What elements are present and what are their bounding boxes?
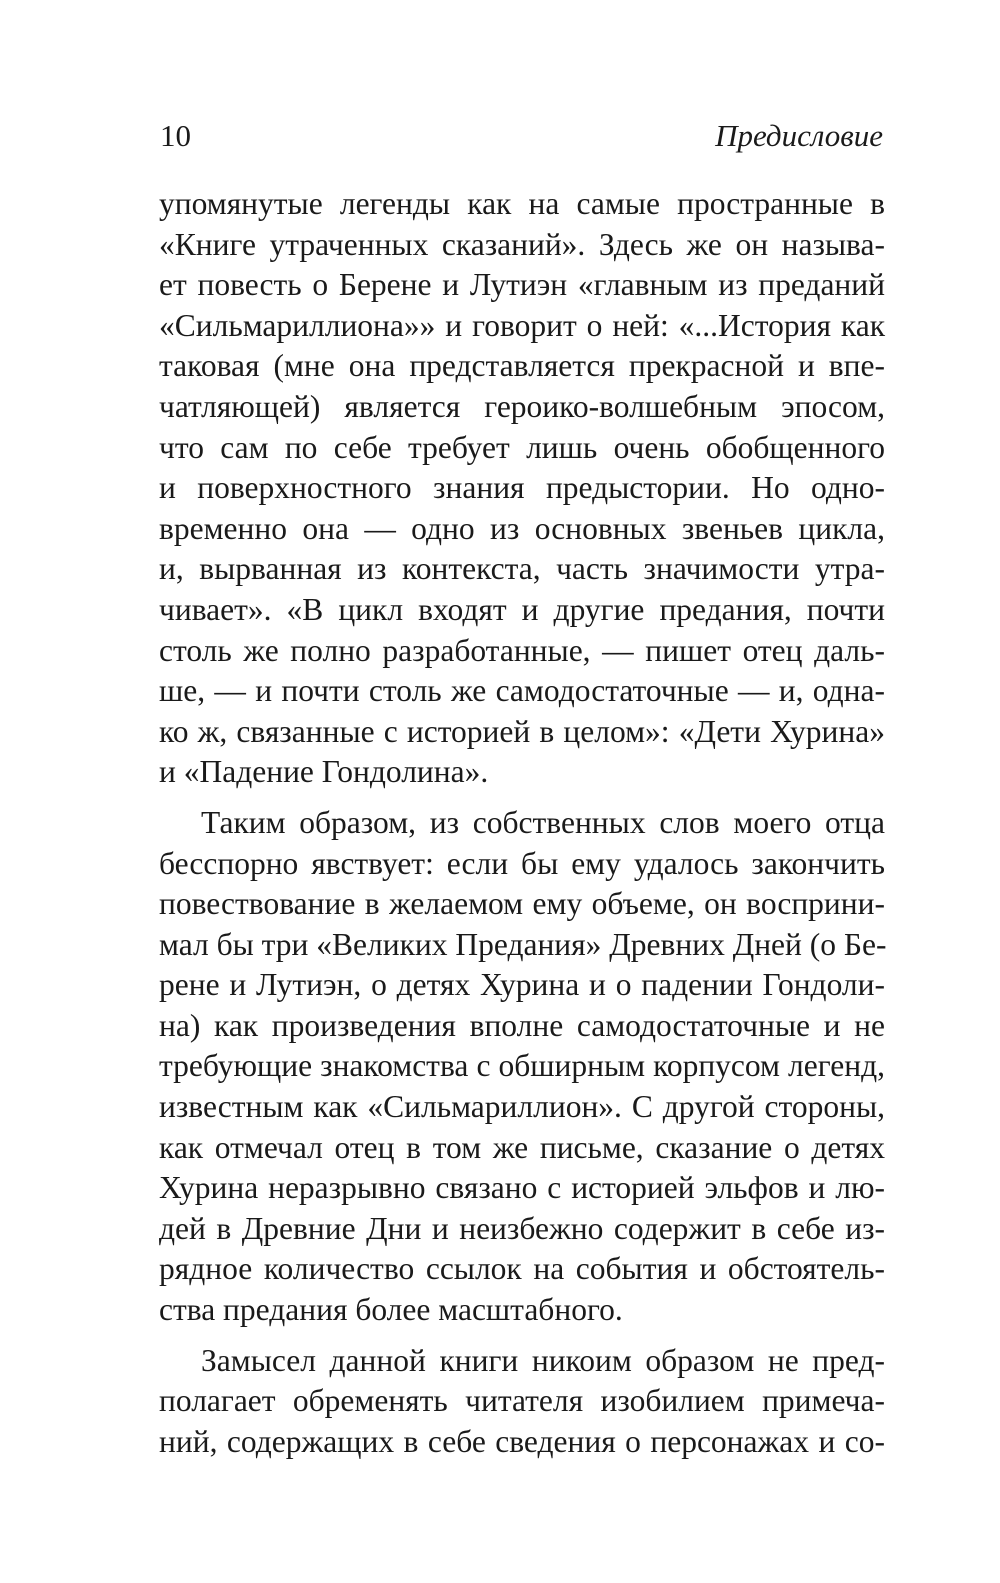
- page-number: 10: [160, 118, 191, 153]
- text-line: повествование в желаемом ему объеме, он восприни-: [159, 886, 885, 922]
- text-line: и, вырванная из контекста, часть значимости утра-: [159, 551, 885, 587]
- running-title: Предисловие: [715, 118, 883, 153]
- text-line: «Сильмариллиона»» и говорит о ней: «...История как: [159, 307, 885, 343]
- text-line: ства предания более масштабного.: [159, 1292, 623, 1328]
- text-line: ко ж, связанные с историей в целом»: «Дети Хурина»: [159, 713, 885, 749]
- text-line: ет повесть о Берене и Лутиэн «главным из преданий: [159, 267, 885, 303]
- text-line: ше, — и почти столь же самодостаточные — и, одна-: [159, 673, 885, 709]
- text-line: временно она — одно из основных звеньев цикла,: [159, 510, 885, 546]
- text-line: таковая (мне она представляется прекрасной и впе-: [159, 348, 885, 384]
- text-line: известным как «Сильмариллион». С другой стороны,: [159, 1089, 885, 1125]
- text-line: рядное количество ссылок на события и обстоятель-: [159, 1251, 885, 1287]
- paragraph: [159, 184, 885, 793]
- text-line: Таким образом, из собственных слов моего отца: [201, 804, 885, 840]
- text-line: упомянутые легенды как на самые пространные в: [159, 186, 885, 221]
- paragraph: [159, 803, 885, 1331]
- text-line: чатляющей) является героико-волшебным эпосом,: [159, 388, 885, 424]
- text-line: что сам по себе требует лишь очень обобщенного: [159, 429, 885, 465]
- text-line: Хурина неразрывно связано с историей эльфов и лю-: [159, 1170, 885, 1206]
- text-line: полагает обременять читателя изобилием примеча-: [159, 1383, 885, 1419]
- text-line: и поверхностного знания предыстории. Но одно-: [159, 470, 885, 506]
- paragraph-gap: [159, 793, 885, 803]
- body-text: [159, 184, 885, 1462]
- text-line: рене и Лутиэн, о детях Хурина и о падении Гондоли-: [159, 967, 885, 1003]
- running-head: [160, 114, 883, 158]
- text-line: и «Падение Гондолина».: [159, 754, 489, 790]
- text-line: мал бы три «Великих Предания» Древних Дней (о Бе-: [159, 926, 887, 962]
- text-line: Замысел данной книги никоим образом не пред-: [201, 1342, 885, 1378]
- text-line: чивает». «В цикл входят и другие предания, почти: [159, 591, 885, 627]
- paragraph-gap: [159, 1331, 885, 1341]
- text-line: столь же полно разработанные, — пишет отец даль-: [159, 632, 885, 668]
- text-line: на) как произведения вполне самодостаточные и не: [159, 1007, 885, 1043]
- text-line: требующие знакомства с обширным корпусом легенд,: [159, 1048, 885, 1084]
- text-line: бесспорно явствует: если бы ему удалось закончить: [159, 845, 885, 881]
- paragraph: [159, 1341, 885, 1463]
- text-line: ний, содержащих в себе сведения о персонажах и со-: [159, 1423, 885, 1459]
- text-line: как отмечал отец в том же письме, сказание о детях: [159, 1129, 885, 1165]
- text-line: «Книге утраченных сказаний». Здесь же он называ-: [159, 226, 885, 262]
- text-line: дей в Древние Дни и неизбежно содержит в себе из-: [159, 1210, 885, 1246]
